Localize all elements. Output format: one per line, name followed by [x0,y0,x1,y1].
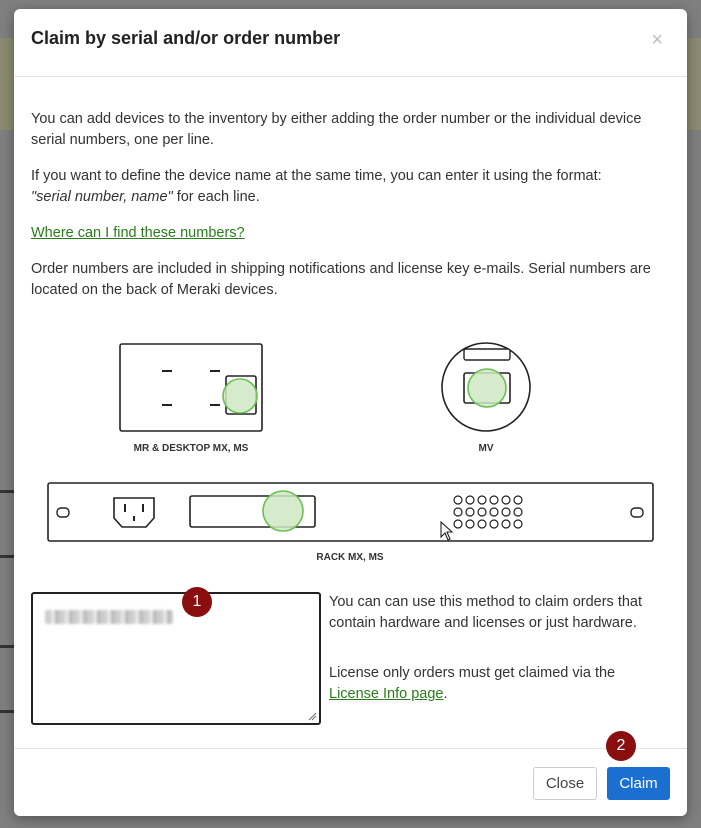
background-line [0,555,14,558]
background-line [0,710,14,713]
modal-footer [14,748,687,816]
claim-modal [14,9,687,816]
help-link[interactable]: Where can I find these numbers? [31,225,245,241]
format-lead: If you want to define the device name at the same time, you can enter it using the format: [31,168,602,184]
resize-grip-icon[interactable] [307,711,317,721]
rack-device-illustration [48,483,653,541]
license-only-tail: . [443,686,448,702]
label-desktop: MR & DESKTOP MX, MS [133,443,249,454]
device-diagram [14,9,687,579]
serial-location-marker [468,369,506,407]
modal-title: Claim by serial and/or order number [31,28,341,48]
background-line [0,490,14,493]
label-mv: MV [478,443,494,454]
desktop-device-illustration [120,344,262,431]
serial-location-marker [223,379,257,413]
step-badge-1: 1 [182,587,212,617]
claim-button[interactable]: Claim [607,767,670,800]
location-text: Order numbers are included in shipping notifications and license key e-mails. Serial numbers are located on the back of Meraki devices. [31,261,651,298]
background-line [0,645,14,648]
serial-location-marker [263,491,303,531]
license-info-link[interactable]: License Info page [329,686,444,702]
step-badge-2: 2 [606,731,636,761]
claim-method-text: You can can use this method to claim orders that contain hardware and licenses or just hardware. [329,594,643,631]
label-rack: RACK MX, MS [316,552,384,563]
redacted-serial-value [45,610,173,624]
close-button[interactable]: Close [533,767,597,800]
mouse-cursor-icon [440,521,454,541]
close-icon[interactable]: × [651,29,663,51]
mv-camera-illustration [442,343,530,431]
format-tail: for each line. [172,189,260,205]
intro-text: You can add devices to the inventory by either adding the order number or the individual device serial numbers, one per line. [31,111,642,148]
serial-numbers-textarea[interactable] [31,592,321,725]
license-only-text [329,663,669,705]
license-only-lead: License only orders must get claimed via the [329,665,616,681]
format-example: "serial number, name" [31,189,173,205]
